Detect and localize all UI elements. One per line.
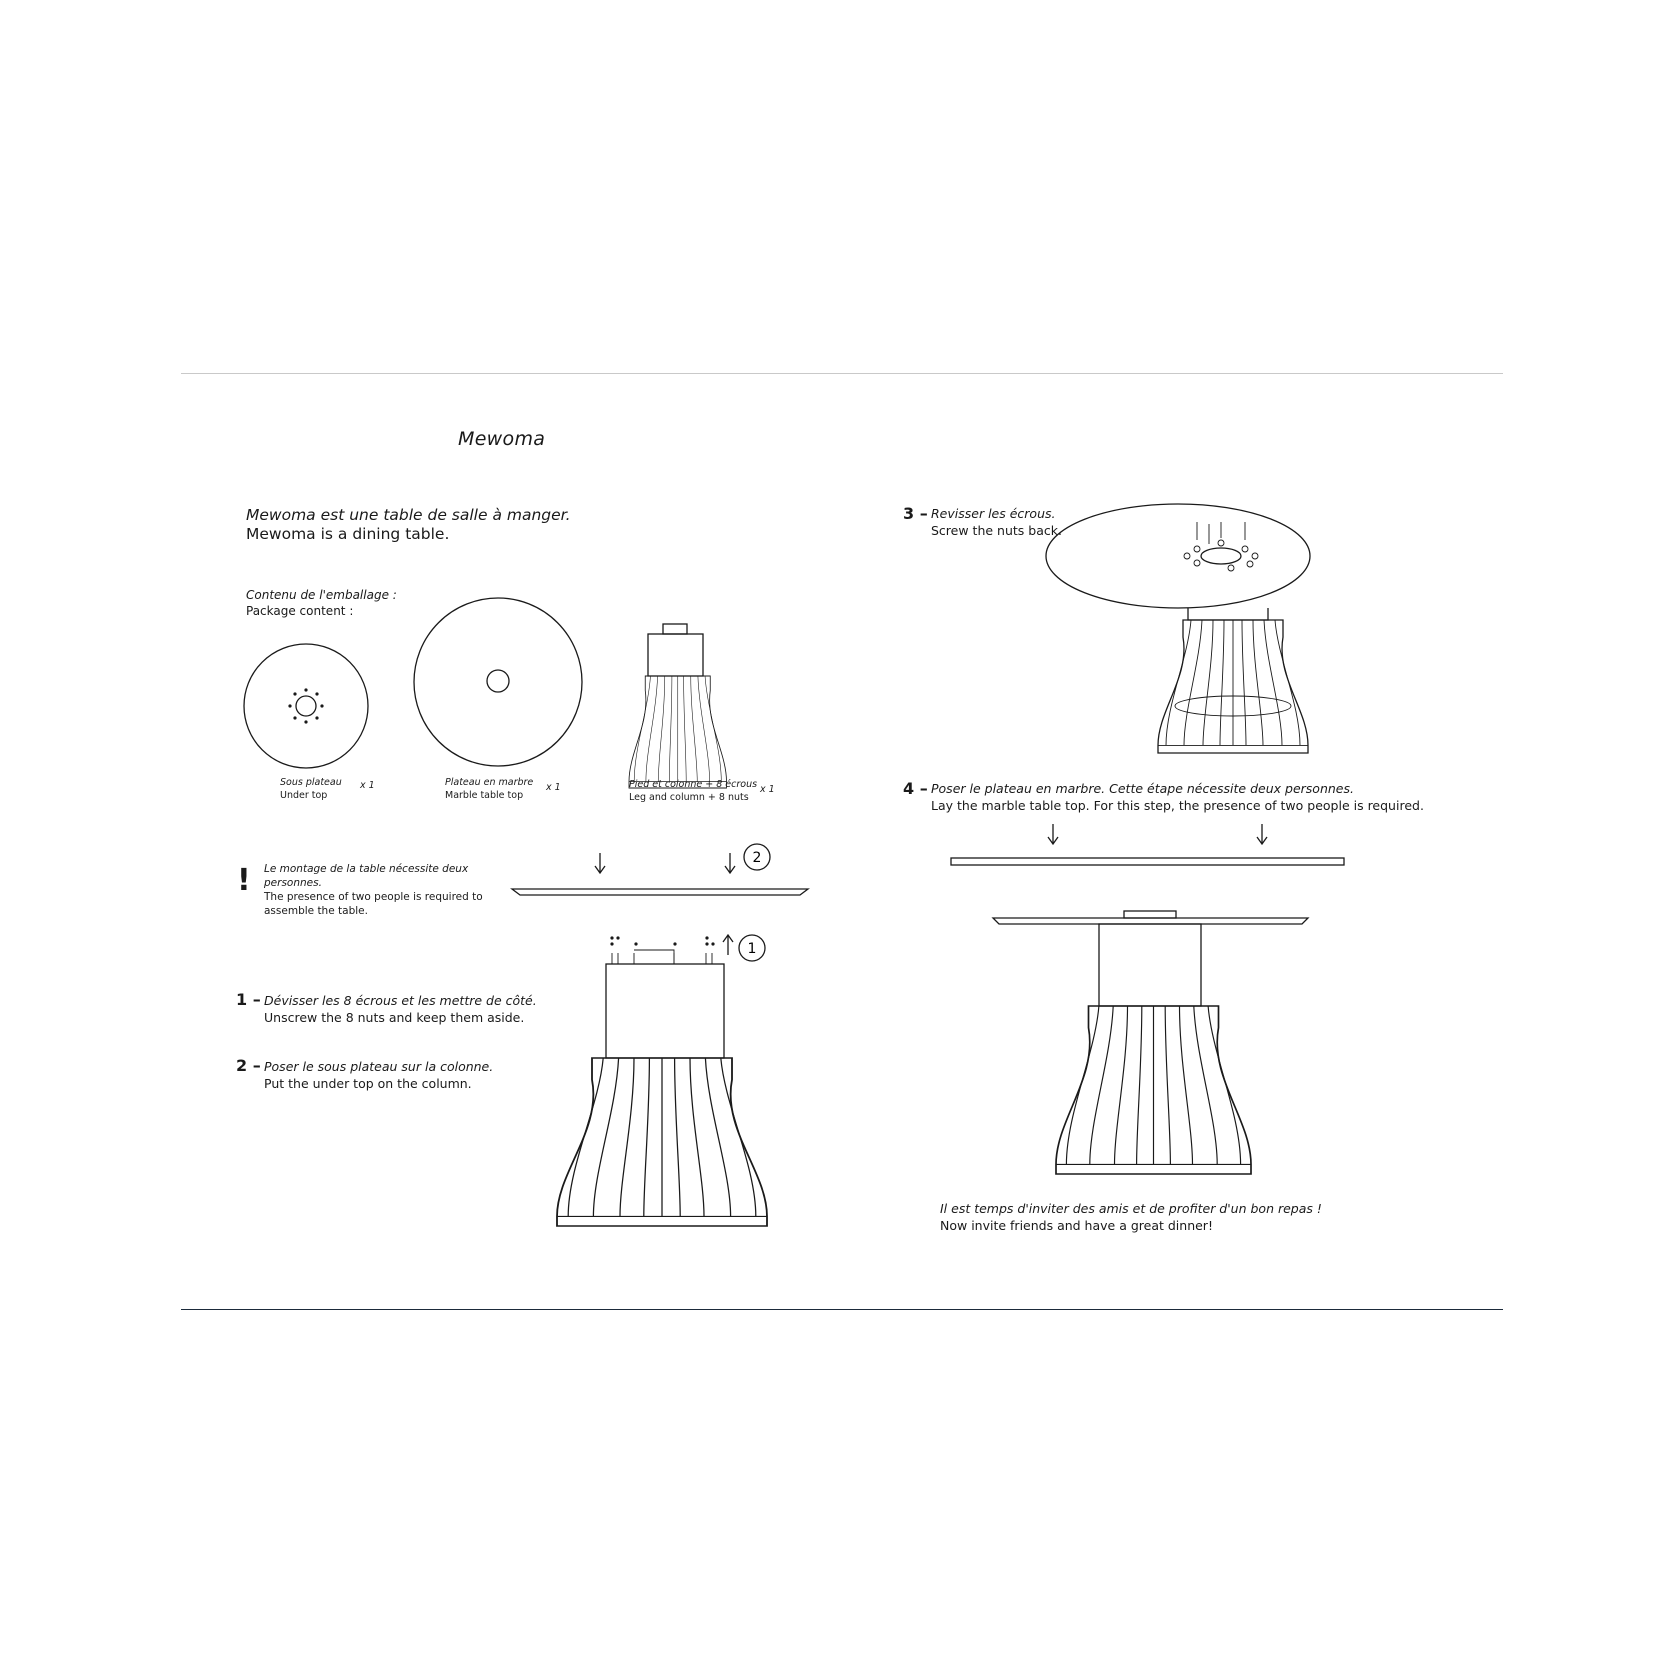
intro-fr: Mewoma est une table de salle à manger. [246, 506, 571, 524]
warning-en: The presence of two people is required to assemble the table. [264, 891, 483, 917]
step-fr: Poser le plateau en marbre. Cette étape nécessite deux personnes. [931, 781, 1354, 796]
page-title: Mewoma [458, 428, 546, 450]
step-fr: Dévisser les 8 écrous et les mettre de côté. [264, 993, 537, 1008]
intro-en: Mewoma is a dining table. [246, 525, 450, 543]
marble-top-drawing [414, 598, 582, 766]
step-en: Put the under top on the column. [264, 1076, 472, 1091]
under-top-drawing [244, 644, 368, 768]
step-en: Unscrew the 8 nuts and keep them aside. [264, 1010, 525, 1025]
step-3-table-drawing [1046, 504, 1310, 753]
package-heading-en: Package content : [246, 604, 354, 618]
package-item-qty: x 1 [360, 780, 375, 791]
callout-one: 1 [747, 941, 757, 957]
step-en: Screw the nuts back. [931, 523, 1062, 538]
step-en: Lay the marble table top. For this step, the presence of two people is required. [931, 798, 1424, 813]
step-number: 2 – [236, 1056, 261, 1075]
step-fr: Revisser les écrous. [931, 506, 1056, 521]
package-item-fr: Plateau en marbre [445, 777, 534, 788]
warning-fr: Le montage de la table nécessite deux personnes. [264, 863, 469, 889]
exploded-view-drawing [512, 844, 808, 1226]
package-item-fr: Pied et colonne + 8 écrous [629, 779, 758, 790]
closing-en: Now invite friends and have a great dinner! [940, 1218, 1213, 1233]
package-item-fr: Sous plateau [280, 777, 342, 788]
step-number: 3 – [903, 504, 928, 523]
callout-two: 2 [752, 850, 762, 866]
package-item-en: Marble table top [445, 790, 524, 801]
package-item-en: Under top [280, 790, 328, 801]
package-item-qty: x 1 [546, 782, 561, 793]
step-fr: Poser le sous plateau sur la colonne. [264, 1059, 494, 1074]
step-number: 1 – [236, 990, 261, 1009]
package-heading-fr: Contenu de l'emballage : [246, 588, 397, 602]
package-item-en: Leg and column + 8 nuts [629, 792, 749, 803]
leg-column-drawing [629, 624, 727, 788]
closing-fr: Il est temps d'inviter des amis et de profiter d'un bon repas ! [940, 1201, 1322, 1216]
warning-icon: ! [237, 863, 251, 898]
step-number: 4 – [903, 779, 928, 798]
step-4-table-drawing [951, 824, 1344, 1174]
package-item-qty: x 1 [760, 784, 775, 795]
